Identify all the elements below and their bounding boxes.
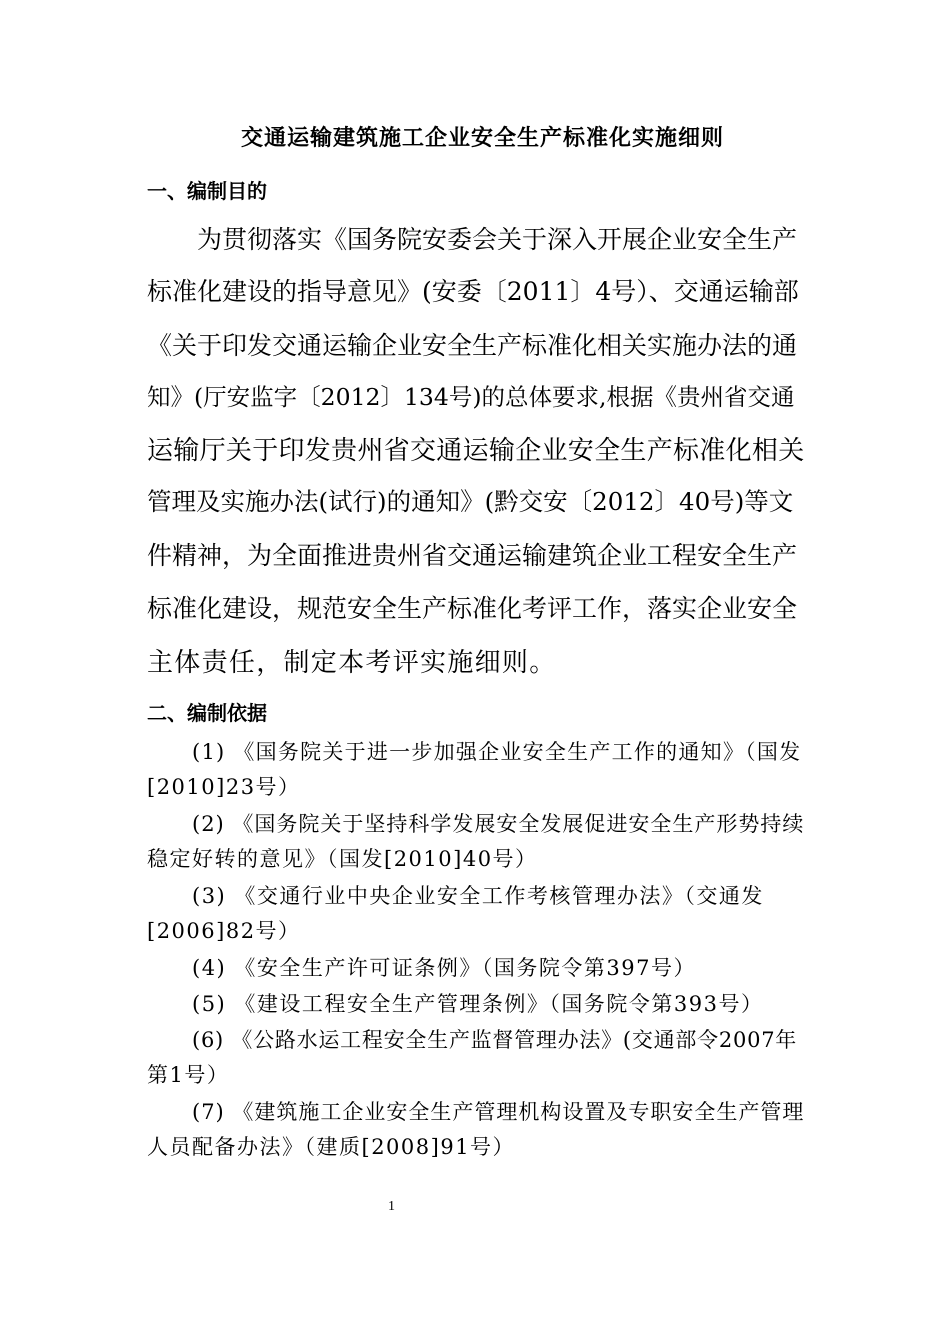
paragraph-line: 为贯彻落实《国务院安委会关于深入开展企业安全生产 bbox=[197, 225, 798, 254]
section-heading-basis: 二、编制依据 bbox=[147, 701, 267, 725]
paragraph-line: 标准化建设的指导意见》(安委〔2011〕4号）、交通运输部 bbox=[147, 277, 799, 306]
reference-item: (1) 《国务院关于进一步加强企业安全生产工作的通知》（国发 bbox=[192, 740, 802, 764]
paragraph-line: 《关于印发交通运输企业安全生产标准化相关实施办法的通 bbox=[147, 331, 798, 360]
reference-item: (2) 《国务院关于坚持科学发展安全发展促进安全生产形势持续 bbox=[192, 812, 805, 836]
paragraph-line: 运输厅关于印发贵州省交通运输企业安全生产标准化相关 bbox=[147, 436, 805, 466]
page-number: 1 bbox=[388, 1199, 395, 1214]
reference-item: (3) 《交通行业中央企业安全工作考核管理办法》（交通发 bbox=[192, 884, 764, 908]
reference-item-continuation: 人员配备办法》（建质[2008]91号） bbox=[147, 1135, 516, 1159]
paragraph-line: 标准化建设，规范安全生产标准化考评工作，落实企业安全 bbox=[147, 594, 798, 623]
reference-item-continuation: [2006]82号） bbox=[147, 919, 301, 943]
reference-item: (6) 《公路水运工程安全生产监督管理办法》(交通部令2007年 bbox=[192, 1028, 798, 1052]
section-heading-purpose: 一、编制目的 bbox=[147, 179, 267, 203]
paragraph-line: 件精神，为全面推进贵州省交通运输建筑企业工程安全生产 bbox=[147, 541, 798, 570]
reference-item-continuation: [2010]23号） bbox=[147, 775, 301, 799]
reference-item-continuation: 第1号） bbox=[147, 1063, 230, 1087]
reference-item-continuation: 稳定好转的意见》（国发[2010]40号） bbox=[147, 847, 538, 871]
reference-item: (4) 《安全生产许可证条例》（国务院令第397号） bbox=[192, 956, 697, 980]
paragraph-line: 知》(厅安监字〔2012〕134号)的总体要求,根据《贵州省交通 bbox=[147, 383, 795, 411]
reference-item: (5) 《建设工程安全生产管理条例》（国务院令第393号） bbox=[192, 992, 764, 1016]
paragraph-line: 管理及实施办法(试行)的通知》(黔交安〔2012〕40号)等文 bbox=[147, 487, 794, 516]
reference-item: (7) 《建筑施工企业安全生产管理机构设置及专职安全生产管理 bbox=[192, 1100, 805, 1124]
paragraph-line: 主体责任，制定本考评实施细则。 bbox=[147, 648, 557, 678]
document-title: 交通运输建筑施工企业安全生产标准化实施细则 bbox=[241, 125, 725, 151]
